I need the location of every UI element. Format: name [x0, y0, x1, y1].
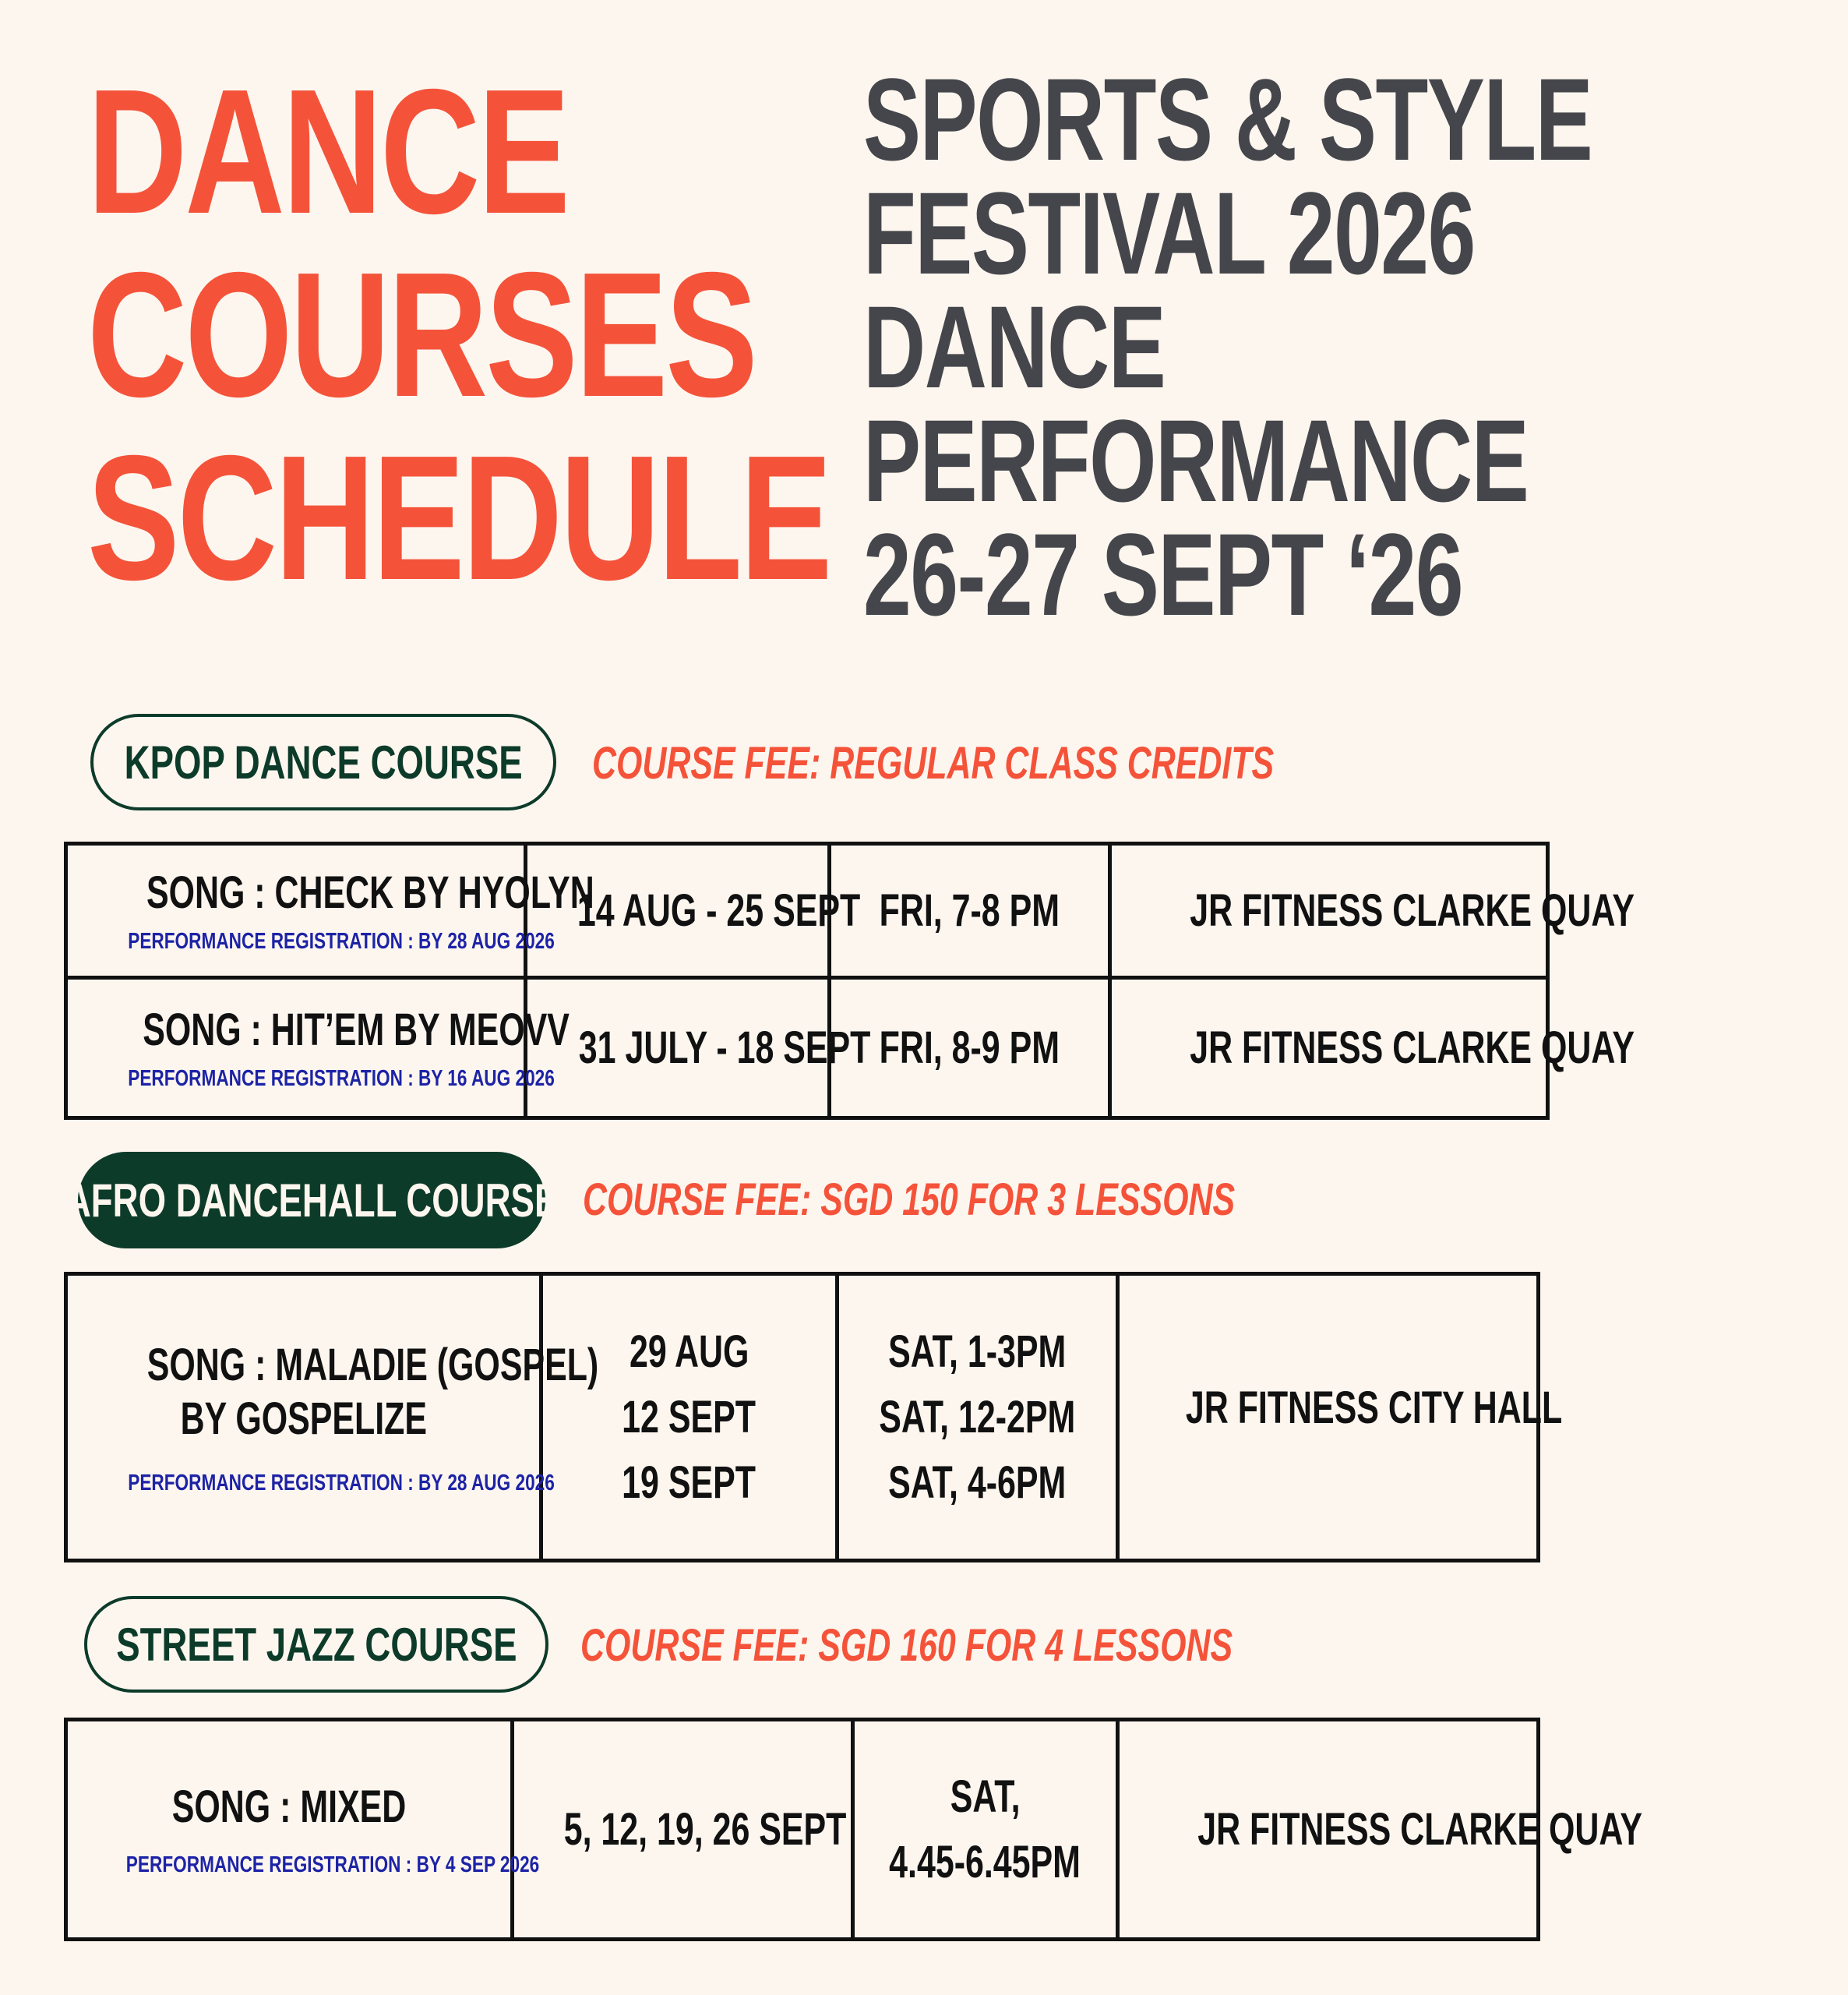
- course-fee-text: COURSE FEE: SGD 160 FOR 4 LESSONS: [580, 1620, 1233, 1671]
- course-name: STREET JAZZ COURSE: [115, 1618, 517, 1671]
- registration-note: PERFORMANCE REGISTRATION : BY 4 SEP 2026: [125, 1852, 540, 1877]
- song-title: SONG : MIXED: [171, 1781, 407, 1833]
- song-title: SONG : CHECK BY HYOLYN: [146, 867, 594, 919]
- location-cell: JR FITNESS CITY HALL: [1118, 1274, 1539, 1561]
- time-item: SAT, 12-2PM: [879, 1391, 1076, 1442]
- dates-cell: 5, 12, 19, 26 SEPT: [513, 1720, 853, 1940]
- time-cell: [853, 1720, 1118, 1940]
- table-row: [66, 1720, 1539, 1940]
- event-date: 26-27 SEPT ‘26: [863, 509, 1463, 640]
- course-fee-text: COURSE FEE: REGULAR CLASS CREDITS: [592, 738, 1275, 789]
- time-item: SAT, 4-6PM: [888, 1457, 1067, 1508]
- location-cell: JR FITNESS CLARKE QUAY: [1110, 844, 1548, 978]
- course-name: AFRO DANCEHALL COURSE: [65, 1174, 559, 1227]
- song-title: SONG : HIT’EM BY MEOVV: [143, 1005, 570, 1056]
- event-heading: [863, 54, 1848, 640]
- date-item: 19 SEPT: [622, 1457, 756, 1508]
- registration-note: PERFORMANCE REGISTRATION : BY 28 AUG 2026: [128, 928, 555, 954]
- schedule-table-street-jazz: [64, 1718, 1643, 1941]
- title-line: SCHEDULE: [87, 419, 831, 617]
- event-line: FESTIVAL 2026: [863, 168, 1475, 298]
- song-cell: [66, 978, 570, 1118]
- title-line: COURSES: [87, 236, 756, 434]
- table-row: [66, 1274, 1539, 1561]
- title-line: DANCE: [87, 53, 568, 251]
- location-cell: JR FITNESS CLARKE QUAY: [1110, 978, 1548, 1118]
- event-line: SPORTS & STYLE: [863, 54, 1592, 185]
- date-item: 12 SEPT: [622, 1391, 756, 1442]
- course-badge-street-jazz: [84, 1596, 548, 1693]
- table-row: [66, 844, 1548, 978]
- course-badge-kpop: [90, 714, 556, 810]
- registration-note: PERFORMANCE REGISTRATION : BY 28 AUG 2026: [128, 1470, 555, 1495]
- song-cell: [66, 844, 594, 978]
- course-fee-text: COURSE FEE: SGD 150 FOR 3 LESSONS: [583, 1174, 1236, 1225]
- song-title: SONG : MALADIE (GOSPEL): [146, 1339, 599, 1390]
- course-badge-afro-dancehall: [65, 1152, 559, 1248]
- date-item: 29 AUG: [629, 1326, 749, 1377]
- schedule-table-afro-dancehall: [64, 1272, 1563, 1562]
- time-item: SAT, 1-3PM: [888, 1326, 1067, 1377]
- song-cell: [66, 1720, 540, 1940]
- course-name: KPOP DANCE COURSE: [124, 736, 523, 789]
- time-item: 4.45-6.45PM: [889, 1836, 1081, 1887]
- course-fee: [583, 1169, 1464, 1231]
- table-row: [66, 978, 1548, 1118]
- dates-cell: 31 JULY - 18 SEPT: [526, 978, 830, 1118]
- song-cell: [66, 1274, 599, 1561]
- course-fee: [580, 1615, 1462, 1677]
- time-item: SAT,: [950, 1771, 1021, 1822]
- location-cell: JR FITNESS CLARKE QUAY: [1118, 1720, 1539, 1940]
- time-cell: [838, 1274, 1118, 1561]
- event-line: PERFORMANCE: [863, 395, 1529, 526]
- schedule-table-kpop: [64, 842, 1635, 1120]
- time-cell: FRI, 7-8 PM: [830, 844, 1110, 978]
- course-fee: [592, 733, 1514, 795]
- registration-note: PERFORMANCE REGISTRATION : BY 16 AUG 2026: [128, 1065, 555, 1091]
- dates-cell: [541, 1274, 838, 1561]
- dates-cell: 14 AUG - 25 SEPT: [526, 844, 830, 978]
- song-artist: BY GOSPELIZE: [180, 1393, 427, 1445]
- event-line: DANCE: [863, 281, 1166, 412]
- time-cell: FRI, 8-9 PM: [830, 978, 1110, 1118]
